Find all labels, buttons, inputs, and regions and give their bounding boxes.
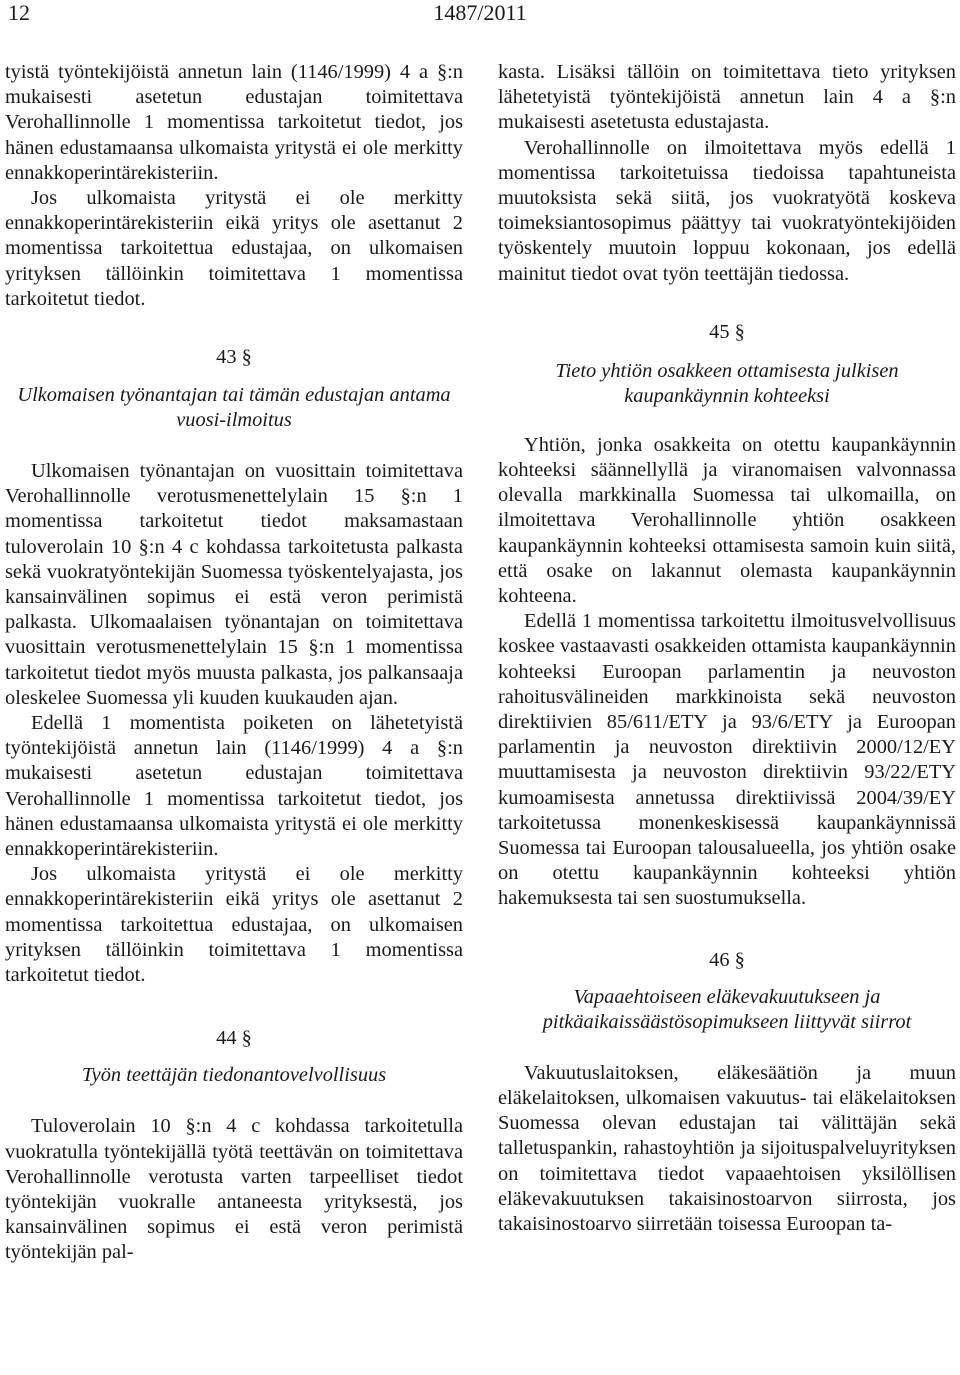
page-number: 12 (8, 0, 30, 25)
right-column (498, 60, 956, 1237)
right-paragraph-1: kasta. Lisäksi tällöin on toimitettava tieto yrityksen lähetetyistä työntekijöistä annetun lain 4 a §:n mukaisesti asetetusta edustajasta. (498, 61, 956, 134)
left-paragraph-4: Edellä 1 momentista poiketen on lähetetyistä työntekijöistä annetun lain (1146/1999) 4 a §:n mukaisesti asetetun edustajan toimitettava Verohallinnolle 1 momentissa tarkoitetut tiedot, jos hänen edustamaansa ulkomaista yritystä ei ole merkitty ennakkoperintärekisteriin. (5, 712, 463, 861)
section-43-number: 43 § (216, 346, 252, 369)
section-46-number: 46 § (709, 948, 745, 971)
left-paragraph-6: Tuloverolain 10 §:n 4 c kohdassa tarkoitetulla vuokratulla työntekijällä työtä teettävän on toimitettava Verohallinnolle verotusta varten tarpeelliset tiedot työntekijän vuokralle antaneesta yrityksestä, jos kansainvälinen sopimus ei estä veron perimistä työntekijän pal- (5, 1115, 463, 1264)
section-45-number: 45 § (709, 320, 745, 343)
section-46-title: Vapaaehtoiseen eläkevakuutukseen ja pitkäaikaissäästösopimukseen liittyvät siirrot (542, 985, 912, 1033)
right-paragraph-2: Verohallinnolle on ilmoitettava myös edellä 1 momentissa tarkoitetuissa tiedoissa tapahtuneista muutoksista sekä siitä, jos vuokratyötä koskeva toimeksiantosopimus päättyy tai vuokratyöntekijöiden työskentely muutoin loppuu kokonaan, jos edellä mainitut tiedot ovat työn teettäjän tiedossa. (498, 136, 956, 285)
left-paragraph-1: tyistä työntekijöistä annetun lain (1146/1999) 4 a §:n mukaisesti asetetun edustajan toimitettava Verohallinnolle 1 momentissa tarkoitetut tiedot, jos hänen edustamaansa ulkomaista yritystä ei ole merkitty ennakkoperintärekisteriin. (5, 61, 463, 184)
section-44-title: Työn teettäjän tiedonantovelvollisuus (81, 1064, 387, 1087)
section-43-title: Ulkomaisen työnantajan tai tämän edustajan antama vuosi-ilmoitus (17, 384, 451, 432)
right-paragraph-3: Yhtiön, jonka osakkeita on otettu kaupankäynnin kohteeksi säännellyllä ja viranomaisen valvonnassa olevalla markkinalla Suomessa tai ulkomailla, on ilmoitettava Verohallinnolle yhtiön osakkeen kaupankäynnin kohteeksi ottamisesta samoin kuin siitä, että osake on lakannut olemasta kaupankäynnin kohteena. (498, 433, 956, 608)
page-header (0, 0, 960, 30)
left-column (5, 60, 463, 1266)
left-paragraph-2: Jos ulkomaista yritystä ei ole merkitty ennakkoperintärekisteriin eikä yritys ole asettanut 2 momentissa tarkoitettua edustajaa, on ulkomaisen yrityksen tällöinkin toimitettava 1 momentissa tarkoitetut tiedot. (5, 187, 463, 310)
document-number: 1487/2011 (433, 0, 527, 25)
section-44-number: 44 § (216, 1027, 252, 1050)
section-45-title: Tieto yhtiön osakkeen ottamisesta julkisen kaupankäynnin kohteeksi (555, 359, 899, 407)
right-paragraph-4: Edellä 1 momentissa tarkoitettu ilmoitusvelvollisuus koskee vastaavasti osakkeiden ottamista kaupankäynnin kohteeksi Euroopan parlamentin ja neuvoston rahoitusvälineiden markkinoista sekä neuvoston direktiivien 85/611/ETY ja 93/6/ETY ja Euroopan parlamentin ja neuvoston direktiivin 2000/12/EY muuttamisesta ja neuvoston direktiivin 93/22/ETY kumoamisesta annetussa direktiivissä 2004/39/EY tarkoitetussa monenkeskisessä kaupankäynnissä Suomessa tai Euroopan talousalueella, jos yhtiön osake on otettu kaupankäynnin kohteeksi yhtiön hakemuksesta tai sen suostumuksella. (498, 610, 956, 910)
right-paragraph-5: Vakuutuslaitoksen, eläkesäätiön ja muun eläkelaitoksen, ulkomaisen vakuutus- tai eläkelaitoksen Suomessa olevan edustajan tai välittäjän sekä talletuspankin, rahastoyhtiön ja sijoituspalveluyrityksen on toimitettava tiedot vapaaehtoisen yksilöllisen eläkevakuutuksen takaisinostoarvon siirrosta, jos takaisinostoarvo siirretään toisessa Euroopan ta- (498, 1061, 956, 1235)
left-paragraph-5: Jos ulkomaista yritystä ei ole merkitty ennakkoperintärekisteriin eikä yritys ole asettanut 2 momentissa tarkoitettua edustajaa, on ulkomaisen yrityksen tällöinkin toimitettava 1 momentissa tarkoitetut tiedot. (5, 863, 463, 987)
left-paragraph-3: Ulkomaisen työnantajan on vuosittain toimitettava Verohallinnolle verotusmenettelylain 15 §:n 1 momentissa tarkoitetut tiedot maksamastaan tuloverolain 10 §:n 4 c kohdassa tarkoitetusta palkasta sekä vuokratyöntekijän Suomessa työskentelyajasta, jos kansainvälinen sopimus ei estä veron perimistä palkasta. Ulkomaalaisen työnantajan on toimitettava vuosittain verotusmenettelylain 15 §:n 1 momentissa tarkoitetut tiedot myös muusta palkasta, jos palkansaaja oleskelee Suomessa yli kuuden kuukauden ajan. (5, 460, 463, 709)
